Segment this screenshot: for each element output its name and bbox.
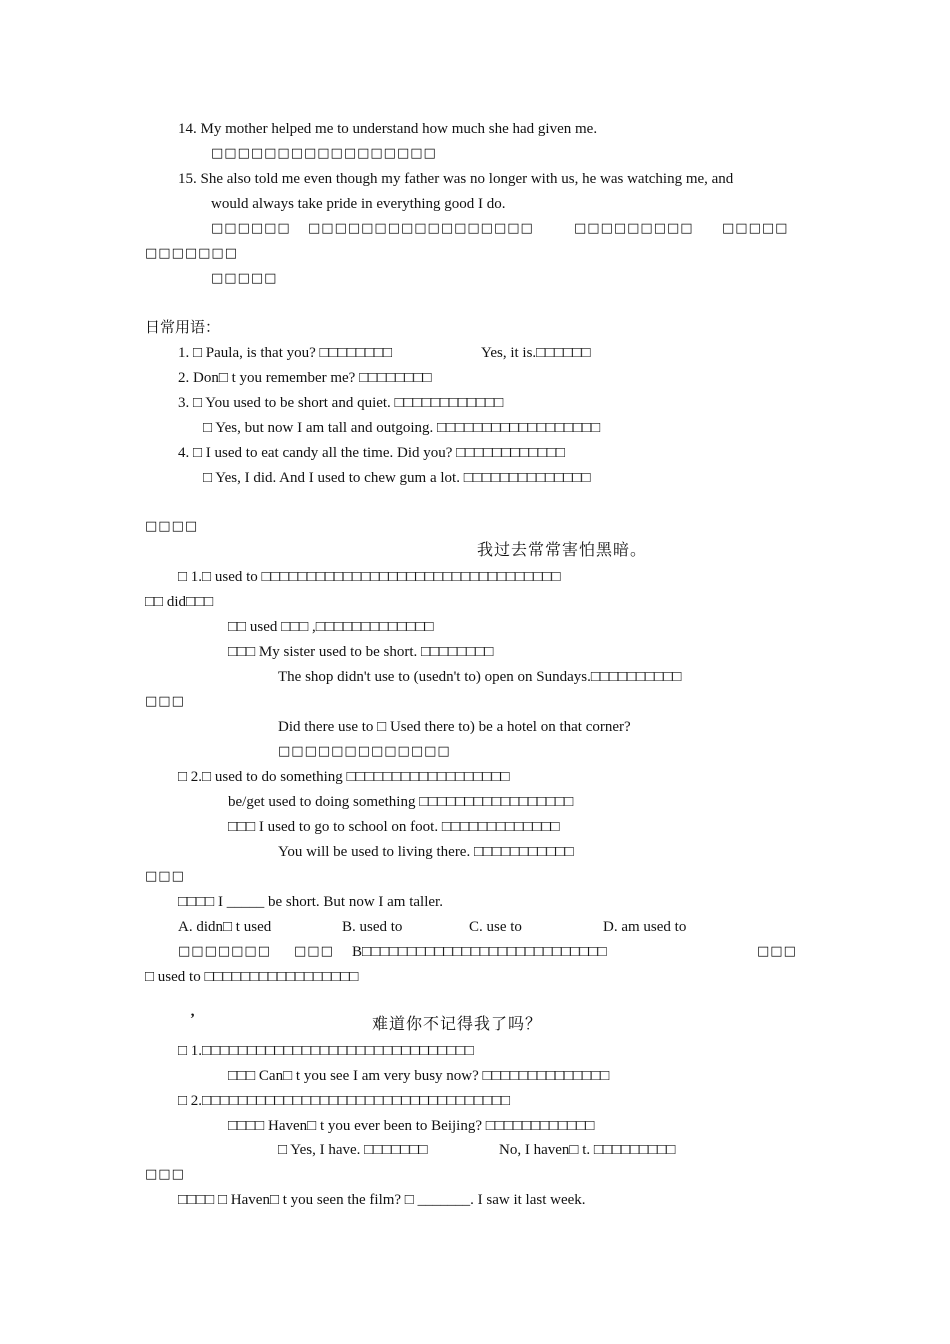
analysis-text-end: □□□ [757,944,797,959]
expr-4: 4. □ I used to eat candy all the time. Did you? □□□□□□□□□□□□ [178,445,565,461]
analysis-text: B□□□□□□□□□□□□□□□□□□□□□□□□□□□ [352,944,607,960]
point-2-b: be/get used to doing something □□□□□□□□□□□□□□□□□ [228,794,574,810]
phrase-heading-2: 难道你不记得我了吗？ [372,1014,543,1033]
option-a: A. didn□ t used [178,919,272,935]
sentence-15-trans-d: □□□□□ [722,221,789,236]
expr-3: 3. □ You used to be short and quiet. □□□□□□□□□□□□ [178,395,504,411]
example-4: □□□ I used to go to school on foot. □□□□□□□□□□□□□ [228,819,560,835]
example-5-cont: □□□ [145,869,185,884]
point-2: □ 2.□ used to do something □□□□□□□□□□□□□□□□□□ [178,769,510,785]
example-1: □□□ My sister used to be short. □□□□□□□□ [228,644,494,660]
example-5: You will be used to living there. □□□□□□□□□□□ [278,844,574,860]
expr-4-answer: □ Yes, I did. And I used to chew gum a lot. □□□□□□□□□□□□□□ [203,470,591,486]
point-3: □ 1.□□□□□□□□□□□□□□□□□□□□□□□□□□□□□□ [178,1043,474,1059]
sentence-15-trans-c: □□□□□□□□□ [574,221,694,236]
section-label: □□□□ [145,519,199,534]
answer-label: □□□ [294,944,334,959]
sentence-15-trans-a: □□□□□□ [211,221,291,236]
expr-3-answer: □ Yes, but now I am tall and outgoing. □□□□□□□□□□□□□□□□□□ [203,420,601,436]
example-7-answer-b: No, I haven□ t. □□□□□□□□□ [499,1142,676,1158]
example-6: □□□ Can□ t you see I am very busy now? □□□□□□□□□□□□□□ [228,1068,610,1084]
option-b: B. used to [342,919,403,935]
phrase-heading-1: 我过去常常害怕黑暗。 [477,540,648,559]
example-2: The shop didn't use to (usedn't to) open on Sundays.□□□□□□□□□□ [278,669,682,685]
example-7-answer-a: □ Yes, I have. □□□□□□□ [278,1142,428,1158]
option-c: C. use to [469,919,522,935]
sentence-14-translation: □□□□□□□□□□□□□□□□□ [211,146,437,161]
expr-1-answer: Yes, it is.□□□□□□ [481,345,591,361]
daily-expressions-heading: 日常用语： [145,318,221,336]
example-7-cont: □□□ [145,1167,185,1182]
example-3-translation: □□□□□□□□□□□□□ [278,744,451,759]
example-7: □□□□ Haven□ t you ever been to Beijing? □□□□□□□□□□□□ [228,1118,595,1134]
example-2-cont: □□□ [145,694,185,709]
exercise-2: □□□□ □ Haven□ t you seen the film? □ _______. I saw it last week. [178,1192,586,1208]
analysis-label: □□□□□□□ [178,944,271,959]
sentence-14: 14. My mother helped me to understand how much she had given me. [178,121,598,137]
point-1-cont: □□ did□□□ [145,594,214,610]
sentence-15-cont: would always take pride in everything good I do. [211,196,506,212]
analysis-cont: □ used to □□□□□□□□□□□□□□□□□ [145,969,359,985]
expr-2: 2. Don□ t you remember me? □□□□□□□□ [178,370,432,386]
comma-mark: ’ [190,1011,195,1027]
exercise-1: □□□□ I _____ be short. But now I am taller. [178,894,443,910]
sentence-15-trans-e: □□□□□□□ [145,246,238,261]
option-d: D. am used to [603,919,687,935]
example-3: Did there use to □ Used there to) be a hotel on that corner? [278,719,631,735]
point-1: □ 1.□ used to □□□□□□□□□□□□□□□□□□□□□□□□□□□□□□□□□ [178,569,561,585]
expr-1: 1. □ Paula, is that you? □□□□□□□□ [178,345,393,361]
point-4: □ 2.□□□□□□□□□□□□□□□□□□□□□□□□□□□□□□□□□□ [178,1093,511,1109]
sentence-15: 15. She also told me even though my father was no longer with us, he was watching me, and [178,171,734,187]
point-1-note: □□ used □□□ ,□□□□□□□□□□□□□ [228,619,434,635]
sentence-15-trans-b: □□□□□□□□□□□□□□□□□ [308,221,534,236]
sentence-15-trans-f: □□□□□ [211,271,278,286]
